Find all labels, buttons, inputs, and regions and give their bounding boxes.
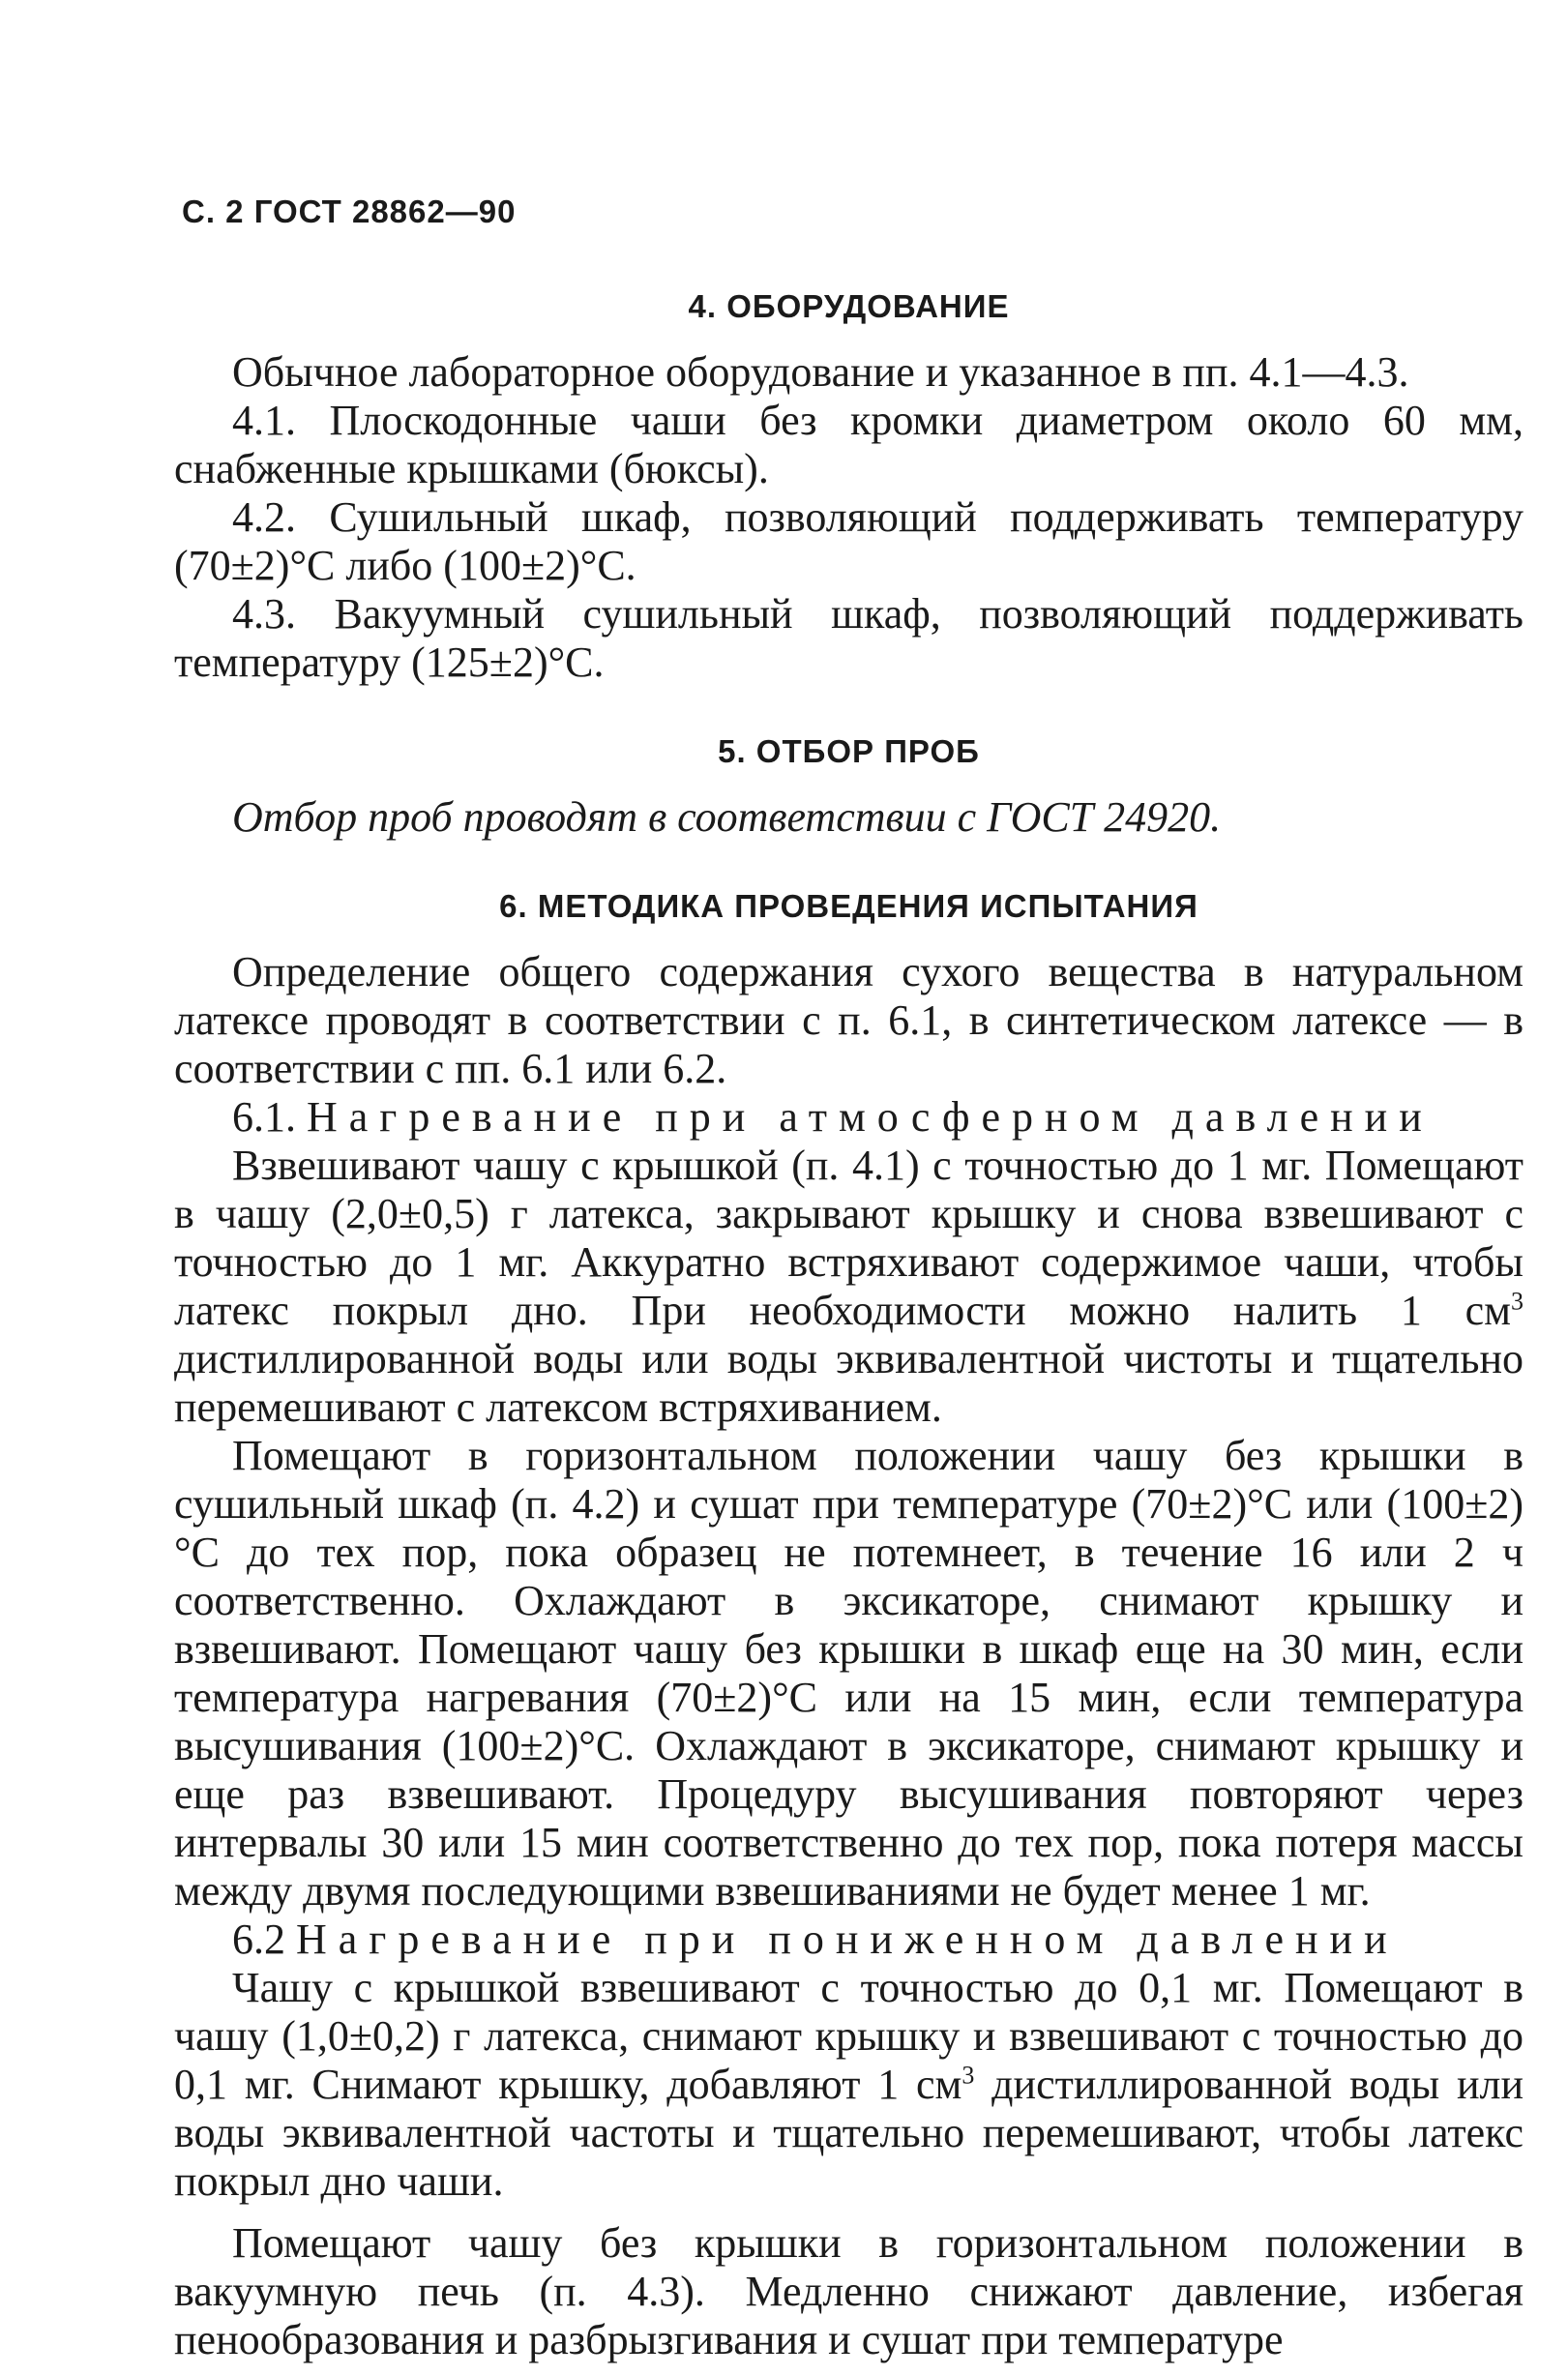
clause-4-3: 4.3. Вакуумный сушильный шкаф, позволяющий поддерживать температуру (125±2)°С. <box>174 590 1524 686</box>
subclause-6-2-heading <box>174 1916 1524 1964</box>
section-4-title: 4. ОБОРУДОВАНИЕ <box>688 288 1010 324</box>
section-5-text: Отбор проб проводят в соответствии с ГОСТ 24920. <box>232 793 1222 841</box>
superscript-3: 3 <box>1511 1287 1524 1316</box>
section-5-title: 5. ОТБОР ПРОБ <box>718 733 980 769</box>
clause-6-2-paragraph-2: Помещают чашу без крышки в горизонтальном положении в вакуумную печь (п. 4.3). Медленно снижают давление, избегая пенообразования и разбрызгивания и сушат при температуре <box>174 2219 1524 2363</box>
clause-4-1: 4.1. Плоскодонные чаши без кромки диаметром около 60 мм, снабженные крышками (бюксы). <box>174 397 1524 492</box>
page-content <box>174 282 1524 2364</box>
subclause-6-1-title: Нагревание при атмосферном давлении <box>307 1093 1434 1141</box>
subclause-6-1-heading <box>174 1093 1524 1142</box>
clause-6-1-paragraph-2: Помещают в горизонтальном положении чашу без крышки в сушильный шкаф (п. 4.2) и сушат при температуре (70±2)°С или (100±2)°С до тех пор, пока образец не потемнеет, в течение 16 или 2 ч соответственно. Охлаждают в эксикаторе, снимают крышку и взвешивают. Помещают чашу без крышки в шкаф еще на 30 мин, если температура нагревания (70±2)°С или на 15 мин, если температура высушивания (100±2)°С. Охлаждают в эксикаторе, снимают крышку и еще раз взвешивают. Процедуру высушивания повторяют через интервалы 30 или 15 мин соответственно до тех пор, пока потеря массы между двумя последующими взвешиваниями не будет менее 1 мг. <box>174 1432 1524 1915</box>
section-6-title: 6. МЕТОДИКА ПРОВЕДЕНИЯ ИСПЫТАНИЯ <box>499 888 1198 924</box>
running-head: С. 2 ГОСТ 28862—90 <box>182 193 517 229</box>
subclause-6-2-title: Нагревание при пониженном давлении <box>296 1916 1399 1963</box>
clause-6-1-paragraph-1: Взвешивают чашу с крышкой (п. 4.1) с точностью до 1 мг. Помещают в чашу (2,0±0,5) г латекса, закрывают крышку и снова взвешивают с точностью до 1 мг. Аккуратно встряхивают содержимое чаши, чтобы латекс покрыл дно. При необходимости можно налить 1 $см^3$ дистиллированной воды или воды эквивалентной чистоты и тщательно перемешивают с латексом встряхиванием. <box>174 1142 1524 1431</box>
section-6-intro: Определение общего содержания сухого вещества в натуральном латексе проводят в соответствии с п. 6.1, в синтетическом латексе — в соответствии с пп. 6.1 или 6.2. <box>174 948 1524 1092</box>
section-4-intro: Обычное лабораторное оборудование и указанное в пп. 4.1—4.3. <box>232 348 1409 396</box>
clause-6-2-paragraph-1: Чашу с крышкой взвешивают с точностью до 0,1 мг. Помещают в чашу (1,0±0,2) г латекса, снимают крышку и взвешивают с точностью до 0,1 мг. Снимают крышку, добавляют 1 $см^3$ дистиллированной воды или воды эквивалентной частоты и тщательно перемешивают, чтобы латекс покрыл дно чаши. <box>174 1964 1524 2205</box>
clause-4-2: 4.2. Сушильный шкаф, позволяющий поддерживать температуру (70±2)°С либо (100±2)°С. <box>174 493 1524 589</box>
subclause-6-2-number: 6.2 <box>232 1916 285 1963</box>
superscript-3: 3 <box>962 2061 975 2090</box>
subclause-6-1-number: 6.1. <box>232 1093 296 1141</box>
